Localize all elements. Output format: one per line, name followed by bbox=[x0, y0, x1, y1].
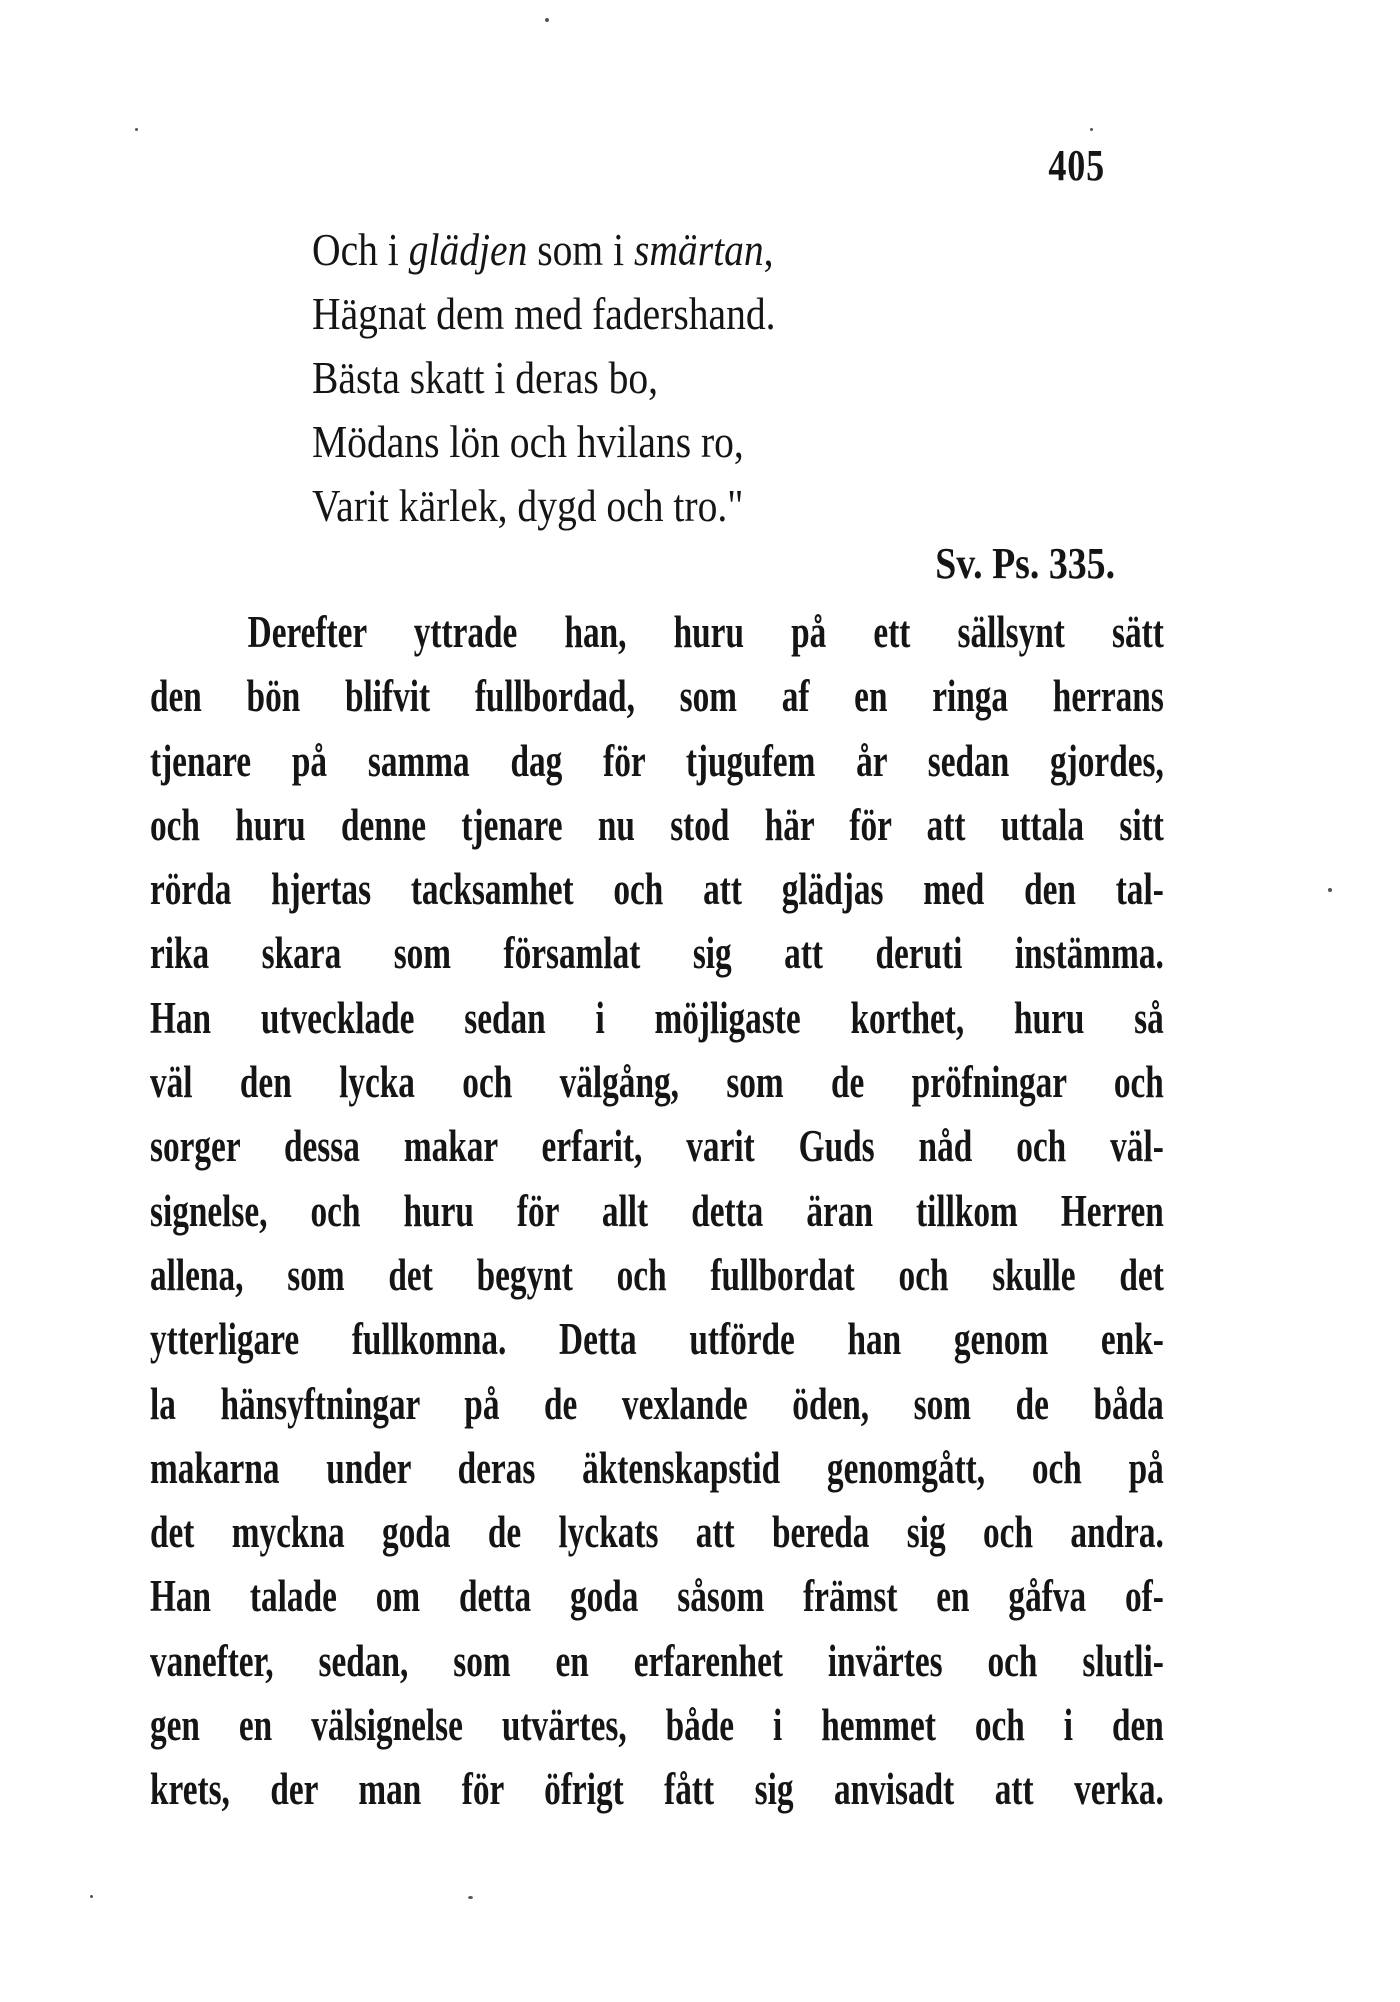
body-paragraph bbox=[150, 600, 1164, 1822]
scan-speck bbox=[135, 128, 138, 131]
text-line: makarna under deras äktenskapstid genomgått, och på bbox=[150, 1442, 1164, 1493]
scan-speck bbox=[90, 1895, 93, 1898]
text-line: allena, som det begynt och fullbordat och skulle det bbox=[150, 1249, 1164, 1300]
verse-line: Varit kärlek, dygd och tro." bbox=[312, 480, 744, 531]
text-line: signelse, och huru för allt detta äran tillkom Herren bbox=[150, 1185, 1164, 1236]
hymn-citation: Sv. Ps. 335. bbox=[935, 539, 1115, 588]
page-number: 405 bbox=[1048, 141, 1105, 190]
text-line: tjenare på samma dag för tjugufem år sedan gjordes, bbox=[150, 735, 1164, 786]
text-line: ytterligare fullkomna. Detta utförde han genom enk- bbox=[150, 1314, 1164, 1365]
text-line: rörda hjertas tacksamhet och att glädjas med den tal- bbox=[150, 864, 1164, 915]
text-line: den bön blifvit fullbordad, som af en ringa herrans bbox=[150, 671, 1164, 722]
text-line: Han utvecklade sedan i möjligaste korthet, huru så bbox=[150, 992, 1164, 1043]
verse-line: Och i glädjen som i smärtan, bbox=[312, 224, 774, 275]
text-line: Han talade om detta goda såsom främst en gåfva of- bbox=[150, 1571, 1164, 1622]
text-line: vanefter, sedan, som en erfarenhet invärtes och slutli- bbox=[150, 1635, 1164, 1686]
text-line: sorger dessa makar erfarit, varit Guds nåd och väl- bbox=[150, 1121, 1164, 1172]
text-line: krets, der man för öfrigt fått sig anvisadt att verka. bbox=[150, 1764, 1164, 1815]
text-line: Derefter yttrade han, huru på ett sällsynt sätt bbox=[247, 607, 1164, 657]
verse-line: Bästa skatt i deras bo, bbox=[312, 352, 659, 403]
text-line: la hänsyftningar på de vexlande öden, som de båda bbox=[150, 1378, 1164, 1429]
text-line: det myckna goda de lyckats att bereda sig och andra. bbox=[150, 1507, 1164, 1558]
text-line: väl den lycka och välgång, som de pröfningar och bbox=[150, 1057, 1164, 1108]
scan-speck bbox=[468, 1896, 473, 1899]
scan-speck bbox=[1090, 128, 1093, 131]
verse-line: Mödans lön och hvilans ro, bbox=[312, 416, 744, 467]
text-line: rika skara som församlat sig att deruti instämma. bbox=[150, 928, 1164, 979]
scan-speck bbox=[1328, 888, 1332, 892]
text-line: gen en välsignelse utvärtes, både i hemmet och i den bbox=[150, 1700, 1164, 1751]
scan-speck bbox=[545, 18, 549, 22]
verse-block bbox=[312, 218, 1212, 538]
text-line: och huru denne tjenare nu stod här för att uttala sitt bbox=[150, 799, 1164, 850]
verse-line: Hägnat dem med fadershand. bbox=[312, 288, 776, 339]
